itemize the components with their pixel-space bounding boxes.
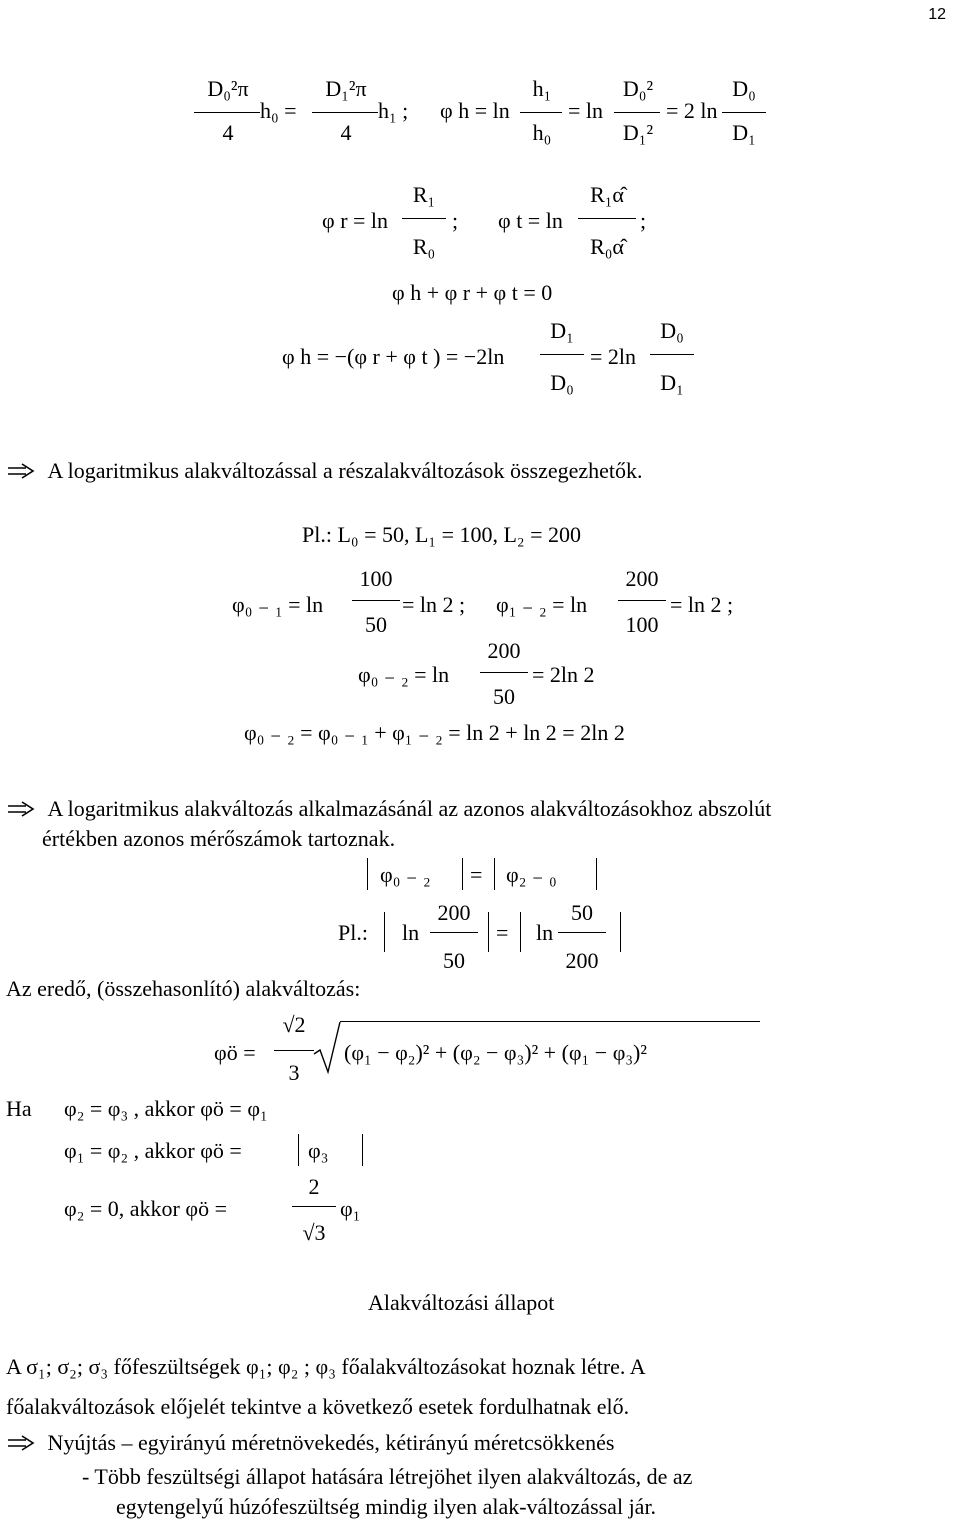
arrow-statement-1 [6, 458, 643, 484]
numerator: D₀² [622, 76, 654, 101]
eq-text: φ₁ ₋ ₂ = ln [496, 592, 588, 617]
ha-label: Ha [6, 1096, 32, 1121]
ln-label: ln [402, 920, 420, 945]
fraction-d0-area [196, 78, 260, 100]
eq-text: h₀ = [260, 98, 297, 123]
abs-left: φ₀ ₋ ₂ [380, 862, 431, 887]
radicand: (φ₁ − φ₂)² + (φ₂ − φ₃)² + (φ₁ − φ₃)² [344, 1040, 647, 1065]
eq-text: φ₀ ₋ ₂ = ln [358, 662, 450, 687]
equals: = [470, 862, 483, 887]
eq-strain-sum-zero: φ h + φ r + φ t = 0 [392, 280, 553, 305]
bullet-nyujtas [6, 1430, 614, 1456]
denominator: D₁ [660, 370, 684, 395]
semicolon: ; [452, 208, 459, 233]
case-1: φ₂ = φ₃ , akkor φö = φ₁ [64, 1096, 268, 1121]
numerator: D₀ [660, 318, 684, 343]
case-3-phi: φ₁ [340, 1196, 361, 1221]
case-2-abs: φ₃ [308, 1138, 329, 1163]
example-label: Pl.: [338, 920, 368, 945]
denominator: 200 [565, 948, 599, 973]
numerator: R₁α̂ [590, 182, 624, 207]
numerator: 100 [359, 566, 393, 591]
denominator: √3 [302, 1220, 326, 1245]
statement-text: A logaritmikus alakváltozás alkalmazásánál az azonos alakváltozásokhoz abszolút [47, 796, 772, 821]
phi-r-label: φ r = ln [322, 208, 389, 233]
denominator: R₀ [412, 234, 436, 259]
bullet-text: Nyújtás – egyirányú méretnövekedés, kétirányú méretcsökkenés [47, 1430, 615, 1455]
eq-text: = ln 2 ; [670, 592, 734, 617]
numerator: √2 [282, 1012, 306, 1037]
double-right-arrow-icon [6, 462, 36, 480]
phi-o-lhs: φö = [214, 1040, 256, 1065]
denominator: 4 [340, 120, 352, 145]
double-right-arrow-icon [6, 1434, 36, 1452]
phi-t-label: φ t = ln [498, 208, 563, 233]
eq-text: φ₀ ₋ ₁ = ln [232, 592, 324, 617]
numerator: 50 [571, 900, 593, 925]
eq-text: = 2ln [590, 344, 637, 369]
abs-right: φ₂ ₋ ₀ [506, 862, 557, 887]
denominator: 4 [222, 120, 234, 145]
paragraph-line: A σ₁; σ₂; σ₃ főfeszültségek φ₁; φ₂ ; φ₃ főalakváltozásokat hoznak létre. A [6, 1354, 646, 1379]
paragraph-line: főalakváltozások előjelét tekintve a következő esetek fordulhatnak elő. [6, 1394, 630, 1419]
numerator: D₁²π [325, 76, 367, 101]
section-heading: Alakváltozási állapot [368, 1290, 555, 1315]
eq-text: φ h = −(φ r + φ t ) = −2ln [282, 344, 505, 369]
numerator: D₀ [732, 76, 756, 101]
numerator: D₀²π [207, 76, 249, 101]
denominator: 50 [443, 948, 465, 973]
semicolon: ; [640, 208, 647, 233]
phi-h-label: φ h = ln [440, 98, 510, 123]
numerator: h₁ [532, 76, 552, 101]
eq-text: = ln [568, 98, 604, 123]
ln-label: ln [536, 920, 554, 945]
denominator: D₁² [622, 120, 654, 145]
page-number: 12 [928, 6, 946, 23]
resultant-label: Az eredő, (összehasonlító) alakváltozás: [6, 976, 361, 1001]
sqrt-sign-icon [312, 1020, 342, 1076]
eq-text: = ln 2 ; [402, 592, 466, 617]
numerator: 200 [487, 638, 521, 663]
eq-text: h₁ ; [378, 98, 409, 123]
denominator: D₁ [732, 120, 756, 145]
case-3-text: φ₂ = 0, akkor φö = [64, 1196, 227, 1221]
denominator: 100 [625, 612, 659, 637]
denominator: D₀ [550, 370, 574, 395]
denominator: 50 [493, 684, 515, 709]
case-2-text: φ₁ = φ₂ , akkor φö = [64, 1138, 242, 1163]
equals: = [496, 920, 509, 945]
dash-item-line: - Több feszültségi állapot hatására létrejöhet ilyen alakváltozás, de az [82, 1464, 693, 1489]
numerator: D₁ [550, 318, 574, 343]
numerator: R₁ [412, 182, 436, 207]
double-right-arrow-icon [6, 800, 36, 818]
numerator: 2 [308, 1174, 320, 1199]
statement-text: A logaritmikus alakváltozással a részalakváltozások összegezhetők. [47, 458, 643, 483]
denominator: 50 [365, 612, 387, 637]
statement-text-cont: értékben azonos mérőszámok tartoznak. [42, 826, 396, 851]
eq-text: = 2ln 2 [532, 662, 595, 687]
example-header: Pl.: L₀ = 50, L₁ = 100, L₂ = 200 [302, 522, 582, 547]
example-row-3: φ₀ ₋ ₂ = φ₀ ₋ ₁ + φ₁ ₋ ₂ = ln 2 + ln 2 = 2ln 2 [244, 720, 625, 745]
denominator: 3 [288, 1060, 300, 1085]
denominator: h₀ [532, 120, 552, 145]
numerator: 200 [625, 566, 659, 591]
numerator: 200 [437, 900, 471, 925]
denominator: R₀α̂ [590, 234, 624, 259]
eq-text: = 2 ln [666, 98, 718, 123]
arrow-statement-2 [6, 796, 771, 822]
dash-item-line: egytengelyű húzófeszültség mindig ilyen alak-változással jár. [116, 1494, 657, 1519]
